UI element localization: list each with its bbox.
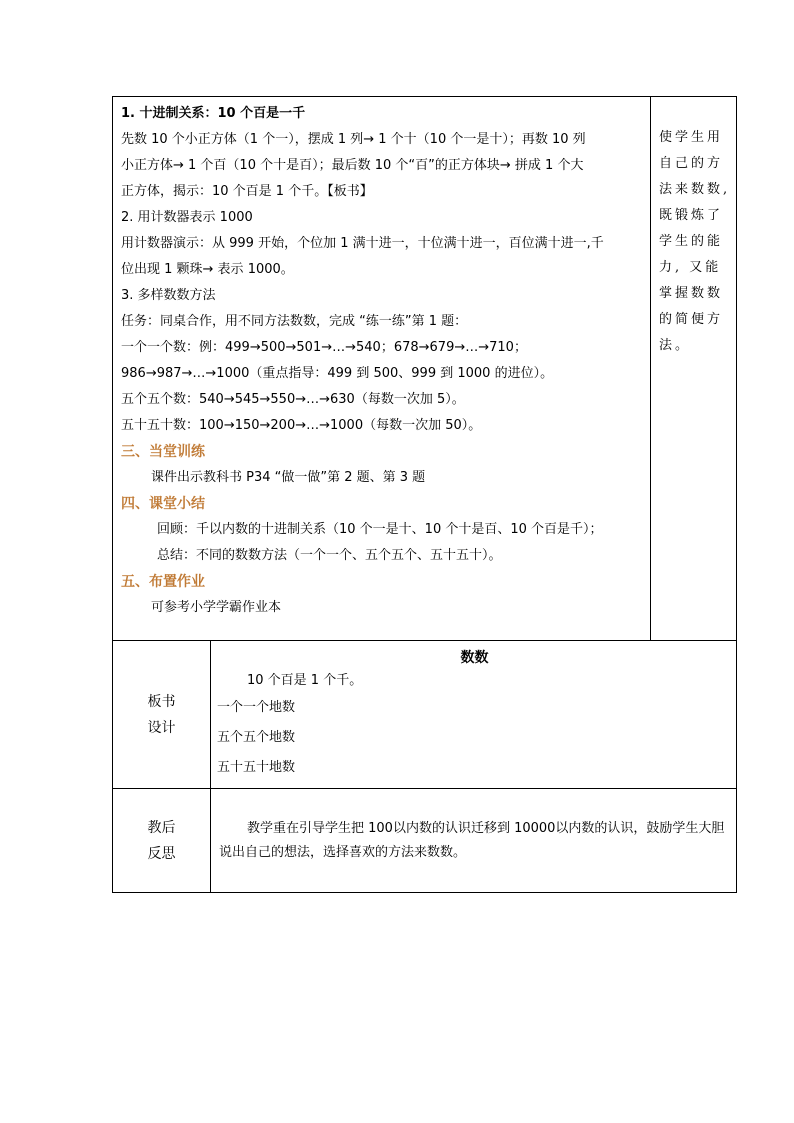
board-line: 一个一个地数 <box>217 700 296 715</box>
reflection-row <box>113 789 737 893</box>
process-row <box>113 97 737 641</box>
design-intent-text <box>659 125 732 359</box>
reflection-label-line: 反思 <box>147 845 176 862</box>
board-design-cell <box>211 641 737 789</box>
section-2-title: 2. 用计数器表示 1000 <box>121 210 253 225</box>
section-1-para-line: 小正方体→ 1 个百（10 个十是百）；最后数 10 个“百”的正方体块→ 拼成 1 个大 <box>121 158 584 173</box>
section-3-task: 任务：同桌合作，用不同方法数数，完成 “练一练”第 1 题： <box>121 314 468 329</box>
intent-line: 的简便方 <box>659 312 724 327</box>
summary-review: 回顾：千以内数的十进制关系（10 个一是十、10 个十是百、10 个百是千）； <box>157 522 603 537</box>
intent-line: 掌握数数 <box>659 286 724 301</box>
homework-heading: 五、布置作业 <box>121 574 205 590</box>
design-intent-cell <box>651 97 737 641</box>
intent-line: 法。 <box>659 338 692 353</box>
section-2-para-line: 用计数器演示：从 999 开始，个位加 1 满十进一，十位满十进一，百位满十进一,千 <box>121 236 604 251</box>
section-2-para-line: 位出现 1 颗珠→ 表示 1000。 <box>121 262 294 277</box>
section-1-para-line: 先数 10 个小正方体（1 个一），摆成 1 列→ 1 个十（10 个一是十）；再数 10 列 <box>121 132 586 147</box>
intent-line: 既锻炼了 <box>659 208 724 223</box>
board-line: 10 个百是 1 个千。 <box>247 673 363 688</box>
count-by-ones-line: 986→987→…→1000（重点指导：499 到 500、999 到 1000 的进位）。 <box>121 366 554 381</box>
board-line: 五个五个地数 <box>217 730 296 745</box>
intent-line: 学生的能 <box>659 234 724 249</box>
practice-heading: 三、当堂训练 <box>121 444 205 460</box>
reflection-label-line: 教后 <box>147 819 176 836</box>
intent-line: 使学生用 <box>659 130 724 145</box>
reflection-label <box>113 789 211 893</box>
count-by-ones-line: 一个一个数：例：499→500→501→…→540；678→679→…→710； <box>121 340 527 355</box>
count-by-fifties-line: 五十五十数：100→150→200→…→1000（每数一次加 50）。 <box>121 418 482 433</box>
lesson-plan-table <box>112 96 737 893</box>
section-1-title: 1. 十进制关系：10 个百是一千 <box>121 106 306 121</box>
intent-line: 法来数数, <box>659 182 731 197</box>
section-1-para-line: 正方体，揭示：10 个百是 1 个千。【板书】 <box>121 184 373 199</box>
count-by-fives-line: 五个五个数：540→545→550→…→630（每数一次加 5）。 <box>121 392 465 407</box>
summary-heading: 四、课堂小结 <box>121 496 205 512</box>
homework-text: 可参考小学学霸作业本 <box>151 600 282 615</box>
lesson-plan-sheet <box>112 96 736 893</box>
board-label-line: 板书 <box>147 693 176 710</box>
teaching-process-cell <box>113 97 651 641</box>
board-label-line: 设计 <box>147 719 176 736</box>
reflection-text: 教学重在引导学生把 100以内数的认识迁移到 10000以内数的认识，鼓励学生大胆说出自己的想法，选择喜欢的方法来数数。 <box>219 821 725 860</box>
intent-line: 自己的方 <box>659 156 724 171</box>
board-design-label <box>113 641 211 789</box>
summary-conclusion: 总结：不同的数数方法（一个一个、五个五个、五十五十）。 <box>157 548 502 563</box>
section-3-title: 3. 多样数数方法 <box>121 288 216 303</box>
board-title: 数数 <box>460 650 489 666</box>
practice-text: 课件出示教科书 P34 “做一做”第 2 题、第 3 题 <box>151 470 426 485</box>
board-design-row <box>113 641 737 789</box>
reflection-cell <box>211 789 737 893</box>
board-line: 五十五十地数 <box>217 760 296 775</box>
intent-line: 力, 又能 <box>659 260 722 275</box>
